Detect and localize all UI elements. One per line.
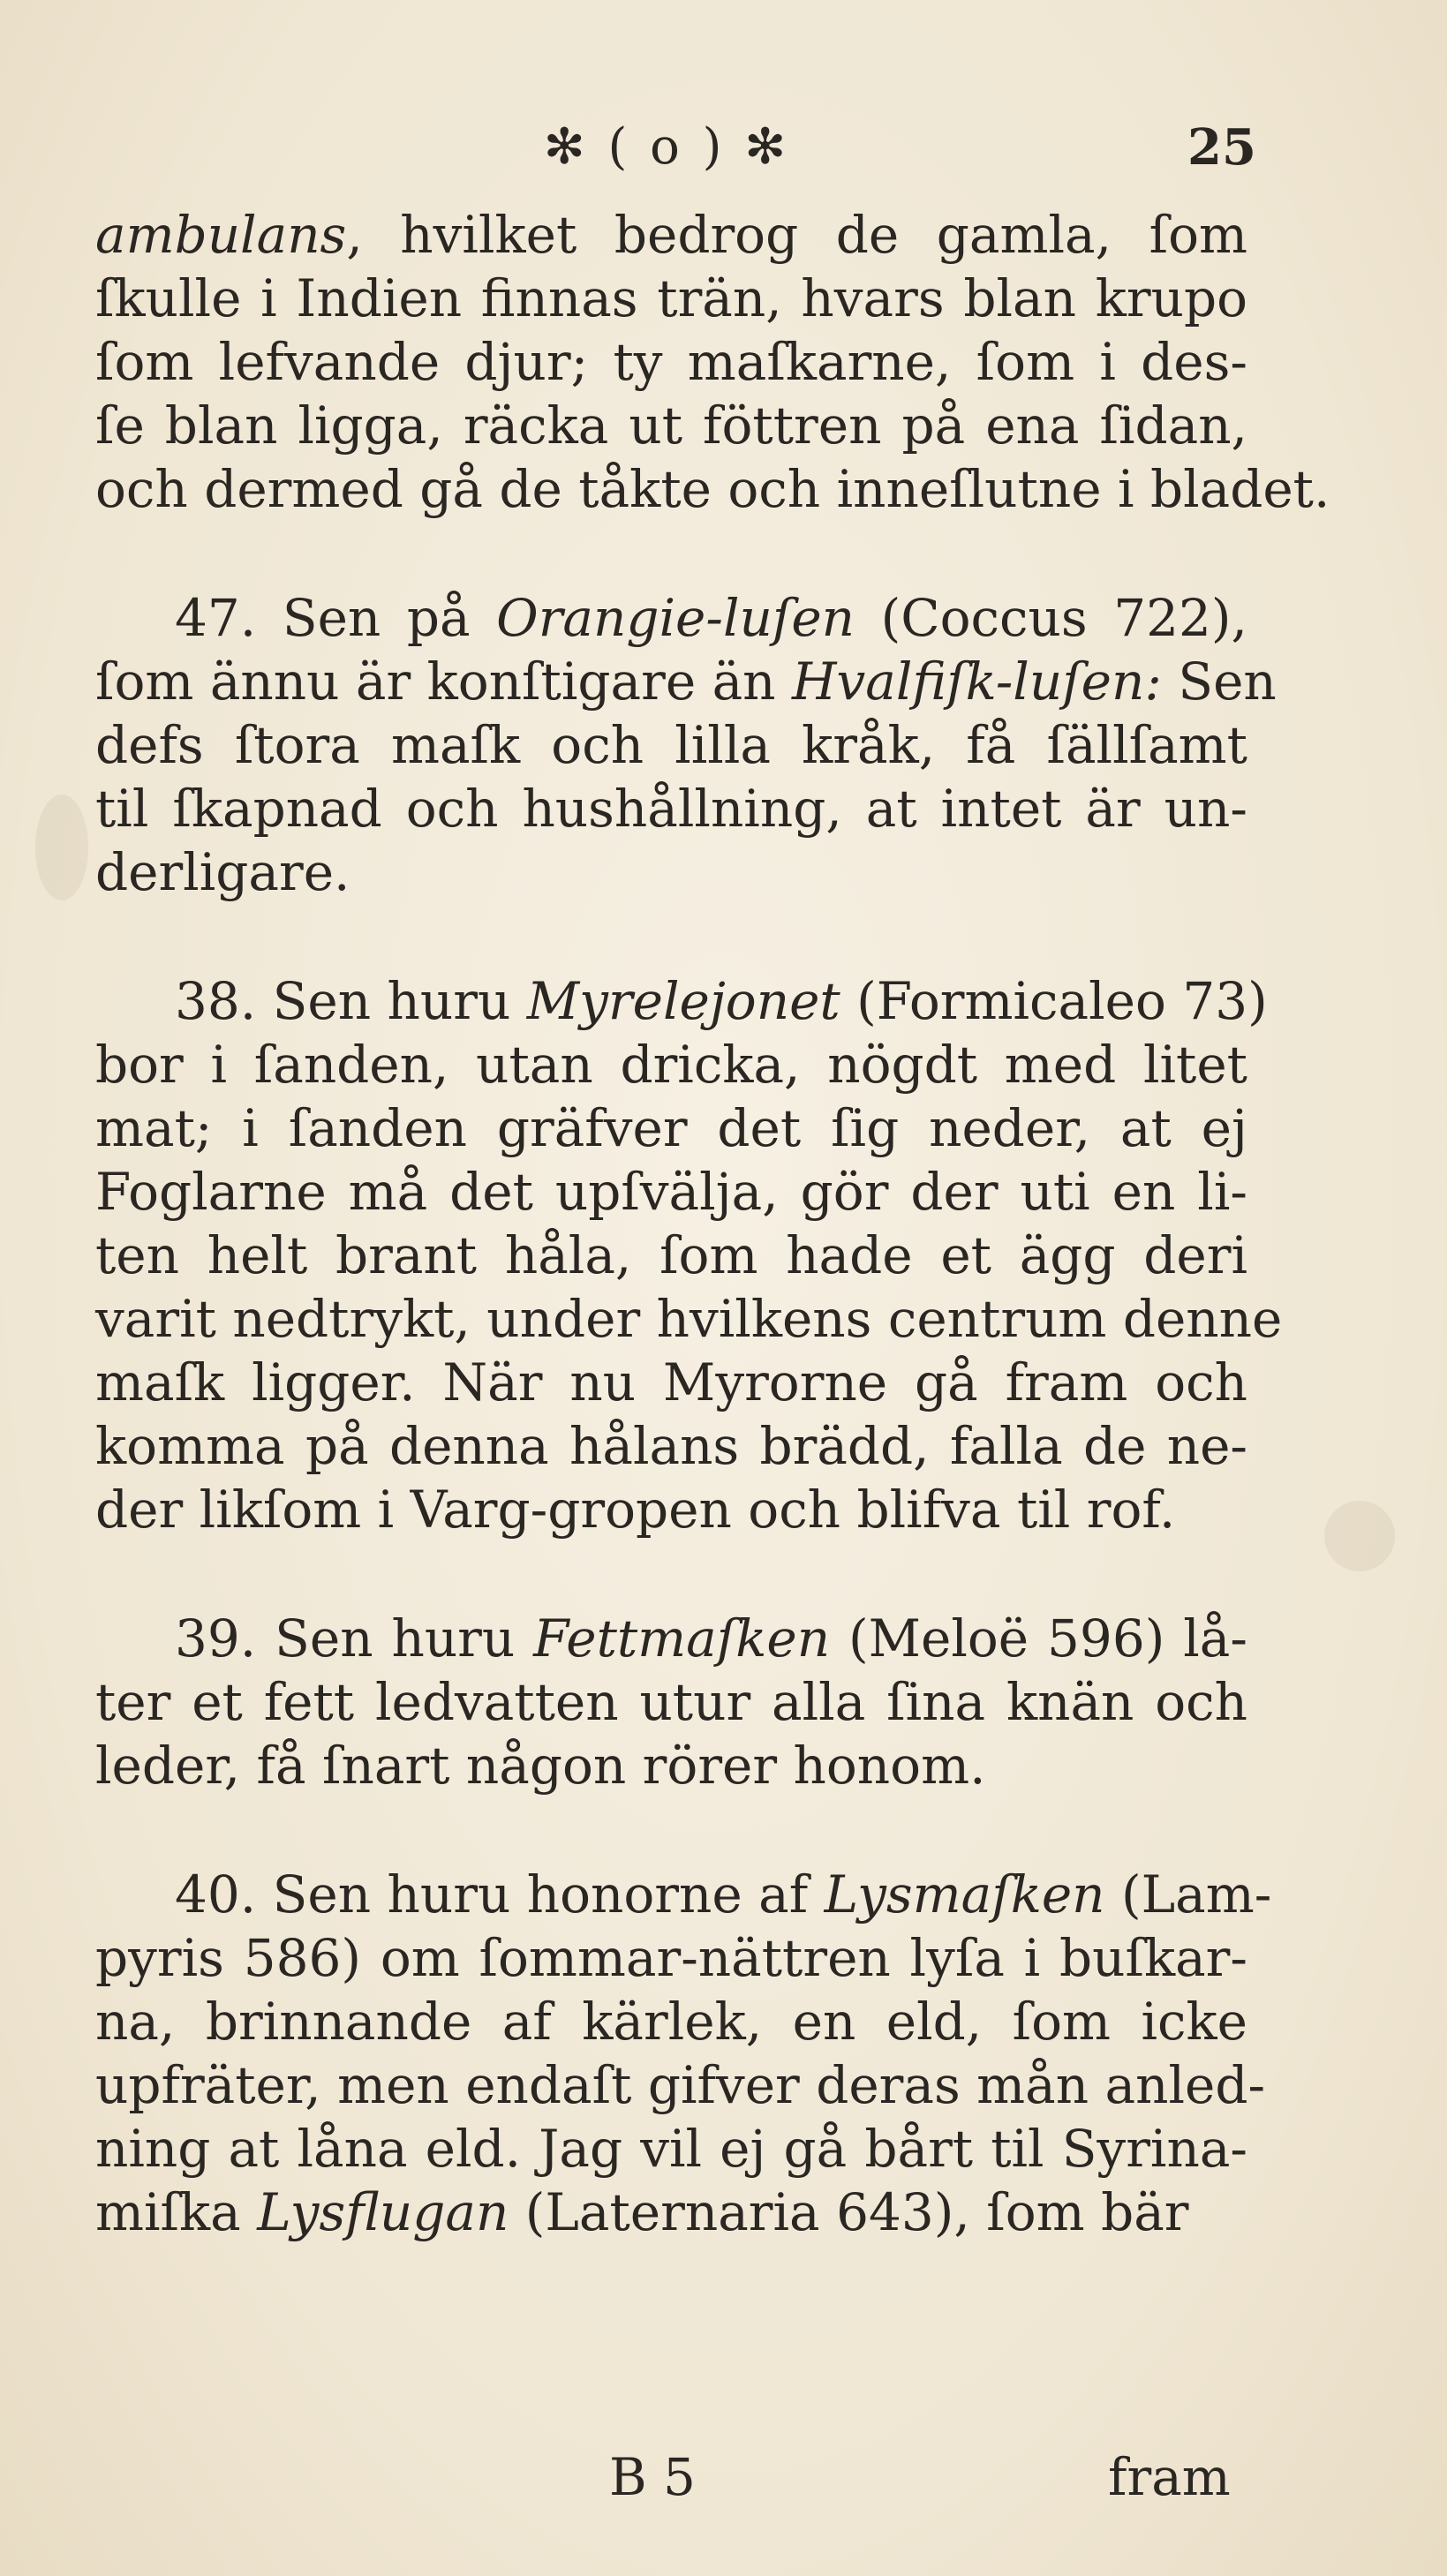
- text-line: [95, 2117, 1247, 2181]
- line-text: , hvilket bedrog de gamla, ſom: [346, 205, 1247, 265]
- italic-term: Lysflugan: [257, 2182, 509, 2242]
- line-text: ſom ännu är konſtigare än: [95, 652, 792, 712]
- text-line: [95, 1863, 1272, 1926]
- text-line: [95, 777, 1247, 840]
- paragraph: [95, 1607, 1247, 1797]
- line-text: ſkulle i Indien finnas trän, hvars blan krupo: [95, 268, 1247, 328]
- text-line: [95, 1033, 1247, 1096]
- text-line: [95, 969, 1268, 1033]
- catchword: fram: [1108, 2447, 1231, 2507]
- text-line: [95, 203, 1247, 267]
- line-text: maſk ligger. När nu Myrorne gå fram och: [95, 1352, 1247, 1412]
- text-line: [95, 1414, 1247, 1478]
- line-text: och dermed gå de tåkte och inneſlutne i bladet.: [95, 459, 1330, 519]
- line-text: mat; i ſanden gräfver det ſig neder, at ej: [95, 1098, 1247, 1158]
- text-line: [95, 1096, 1247, 1160]
- signature-mark: B 5: [609, 2447, 696, 2507]
- text-line: [95, 267, 1247, 330]
- text-line: [95, 713, 1247, 777]
- text-line: [95, 1607, 1247, 1670]
- text-line: [95, 1990, 1247, 2053]
- line-text: varit nedtrykt, under hvilkens centrum denne: [95, 1289, 1283, 1349]
- text-line: [95, 1926, 1247, 1990]
- italic-term: Orangie-luſen: [496, 588, 855, 648]
- line-text: komma på denna hålans brädd, falla de ne-: [95, 1416, 1247, 1476]
- paragraph: [95, 203, 1330, 521]
- text-line: [95, 1734, 1247, 1797]
- italic-term: Fettmaſken: [533, 1608, 831, 1668]
- line-text: til ſkapnad och hushållning, at intet är un-: [95, 779, 1247, 839]
- line-text: (Lam-: [1104, 1864, 1272, 1924]
- text-line: [95, 650, 1277, 713]
- text-block: [95, 203, 1330, 2309]
- page-footer: [0, 2445, 1447, 2509]
- line-text: miſka: [95, 2182, 258, 2242]
- text-line: [95, 586, 1247, 650]
- page-header: [0, 117, 1447, 178]
- text-line: [95, 1351, 1247, 1414]
- line-text: (Formicaleo 73): [840, 971, 1268, 1031]
- paper-stain: [1324, 1501, 1395, 1571]
- text-line: [95, 457, 1330, 521]
- paper-stain: [35, 795, 88, 900]
- italic-term: Myrelejonet: [526, 971, 840, 1031]
- text-line: [95, 840, 1247, 904]
- paragraph: [95, 1863, 1272, 2244]
- line-text: Sen: [1161, 652, 1277, 712]
- text-line: [95, 1287, 1283, 1351]
- line-text: 38. Sen huru: [175, 971, 527, 1031]
- running-head: ✻ ( o ) ✻: [543, 118, 790, 176]
- line-text: na, brinnande af kärlek, en eld, ſom icke: [95, 1992, 1247, 2052]
- text-line: [95, 2181, 1247, 2244]
- text-line: [95, 1224, 1247, 1287]
- italic-term: Lysmaſken: [824, 1864, 1105, 1924]
- line-text: pyris 586) om ſommar-nättren lyſa i buſkar-: [95, 1928, 1247, 1988]
- line-text: upfräter, men endaſt gifver deras mån anled-: [95, 2055, 1266, 2115]
- text-line: [95, 1160, 1247, 1224]
- line-text: (Meloë 596) lå-: [830, 1608, 1247, 1668]
- line-text: Foglarne må det upſvälja, gör der uti en li-: [95, 1162, 1247, 1222]
- line-text: ter et fett ledvatten utur alla ſina knän och: [95, 1672, 1247, 1732]
- line-text: ning at låna eld. Jag vil ej gå bårt til Syrina-: [95, 2119, 1247, 2179]
- text-line: [95, 1670, 1247, 1734]
- line-text: defs ſtora maſk och lilla kråk, få ſällſamt: [95, 715, 1247, 775]
- italic-term: ambulans: [95, 205, 347, 265]
- line-text: der likſom i Varg-gropen och blifva til rof.: [95, 1480, 1176, 1540]
- text-line: [95, 2053, 1266, 2117]
- line-text: (Laternaria 643), ſom bär: [509, 2182, 1189, 2242]
- line-text: 47. Sen på: [175, 588, 497, 648]
- line-text: bor i ſanden, utan dricka, nögdt med litet: [95, 1035, 1247, 1095]
- line-text: leder, få ſnart någon rörer honom.: [95, 1736, 986, 1796]
- line-text: (Coccus 722),: [855, 588, 1247, 648]
- page-number: 25: [1187, 118, 1256, 177]
- line-text: derligare.: [95, 842, 350, 902]
- line-text: ten helt brant håla, ſom hade et ägg deri: [95, 1225, 1247, 1285]
- text-line: [95, 394, 1247, 457]
- paragraph: [95, 586, 1277, 904]
- line-text: 39. Sen huru: [175, 1608, 534, 1668]
- line-text: ſe blan ligga, räcka ut föttren på ena ſidan,: [95, 395, 1247, 456]
- text-line: [95, 330, 1247, 394]
- line-text: ſom lefvande djur; ty maſkarne, ſom i des-: [95, 332, 1247, 392]
- text-line: [95, 1478, 1247, 1541]
- paragraph: [95, 969, 1283, 1541]
- italic-term: Hvalfiſk-luſen:: [791, 652, 1162, 712]
- line-text: 40. Sen huru honorne af: [175, 1864, 825, 1924]
